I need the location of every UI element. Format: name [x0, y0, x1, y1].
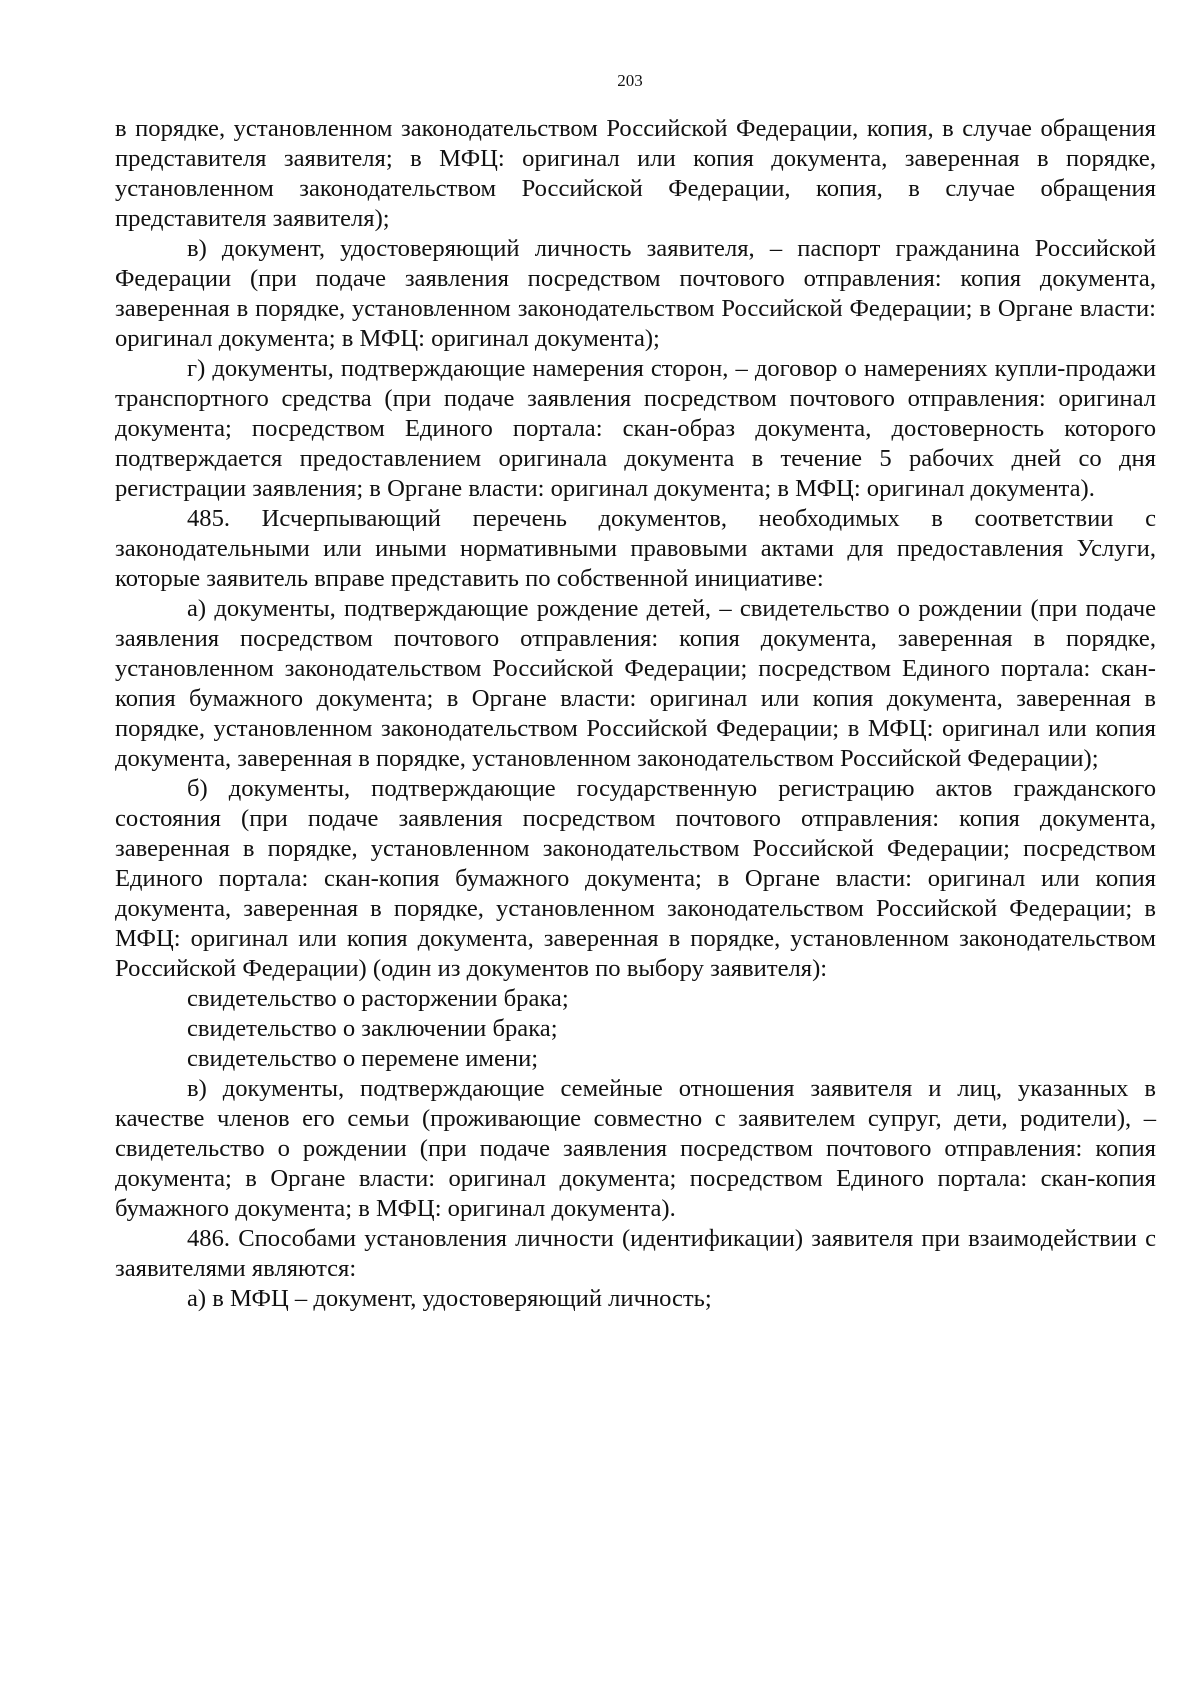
page-number: 203 — [617, 71, 643, 90]
paragraph-item-g-intent-contract: г) документы, подтверждающие намерения сторон, – договор о намерениях купли-продажи транспортного средства (при подаче заявления посредством почтового отправления: оригинал документа; посредством Единого портала: скан-образ документа, достоверность которого подтверждается предоставлением оригинала документа в течение 5 рабочих дней со дня регистрации заявления; в Органе власти: оригинал документа; в МФЦ: оригинал документа). — [115, 355, 1156, 502]
list-item-name-change-certificate: свидетельство о перемене имени; — [187, 1045, 539, 1072]
paragraph-continuation: в порядке, установленном законодательством Российской Федерации, копия, в случае обращения представителя заявителя; в МФЦ: оригинал или копия документа, заверенная в порядке, установленном законодательством Российской Федерации, копия, в случае обращения представителя заявителя); — [115, 115, 1156, 232]
paragraph-item-v-passport: в) документ, удостоверяющий личность заявителя, – паспорт гражданина Российской Федерации (при подаче заявления посредством почтового отправления: копия документа, заверенная в порядке, установленном законодательством Российской Федерации; в Органе власти: оригинал документа; в МФЦ: оригинал документа); — [115, 235, 1156, 352]
paragraph-clause-486: 486. Способами установления личности (идентификации) заявителя при взаимодействии с заявителями являются: — [115, 1225, 1156, 1282]
paragraph-item-a-birth: а) документы, подтверждающие рождение детей, – свидетельство о рождении (при подаче заявления посредством почтового отправления: копия документа, заверенная в порядке, установленном законодательством Российской Федерации; посредством Единого портала: скан-копия бумажного документа; в Органе власти: оригинал или копия документа, заверенная в порядке, установленном законодательством Российской Федерации; в МФЦ: оригинал или копия документа, заверенная в порядке, установленном законодательством Российской Федерации); — [115, 595, 1156, 772]
paragraph-item-a-mfc: а) в МФЦ – документ, удостоверяющий личность; — [187, 1285, 712, 1312]
document-body — [115, 114, 1156, 1314]
list-item-marriage-certificate: свидетельство о заключении брака; — [187, 1015, 558, 1042]
paragraph-item-b-civil-registration: б) документы, подтверждающие государственную регистрацию актов гражданского состояния (при подаче заявления посредством почтового отправления: копия документа, заверенная в порядке, установленном законодательством Российской Федерации; посредством Единого портала: скан-копия бумажного документа; в Органе власти: оригинал или копия документа, заверенная в порядке, установленном законодательством Российской Федерации; в МФЦ: оригинал или копия документа, заверенная в порядке, установленном законодательством Российской Федерации) (один из документов по выбору заявителя): — [115, 775, 1156, 982]
list-item-divorce-certificate: свидетельство о расторжении брака; — [187, 985, 569, 1012]
paragraph-item-v-family: в) документы, подтверждающие семейные отношения заявителя и лиц, указанных в качестве членов его семьи (проживающие совместно с заявителем супруг, дети, родители), – свидетельство о рождении (при подаче заявления посредством почтового отправления: копия документа; в Органе власти: оригинал документа; посредством Единого портала: скан-копия бумажного документа; в МФЦ: оригинал документа). — [115, 1075, 1156, 1222]
paragraph-clause-485: 485. Исчерпывающий перечень документов, необходимых в соответствии с законодательными или иными нормативными правовыми актами для предоставления Услуги, которые заявитель вправе представить по собственной инициативе: — [115, 505, 1156, 592]
